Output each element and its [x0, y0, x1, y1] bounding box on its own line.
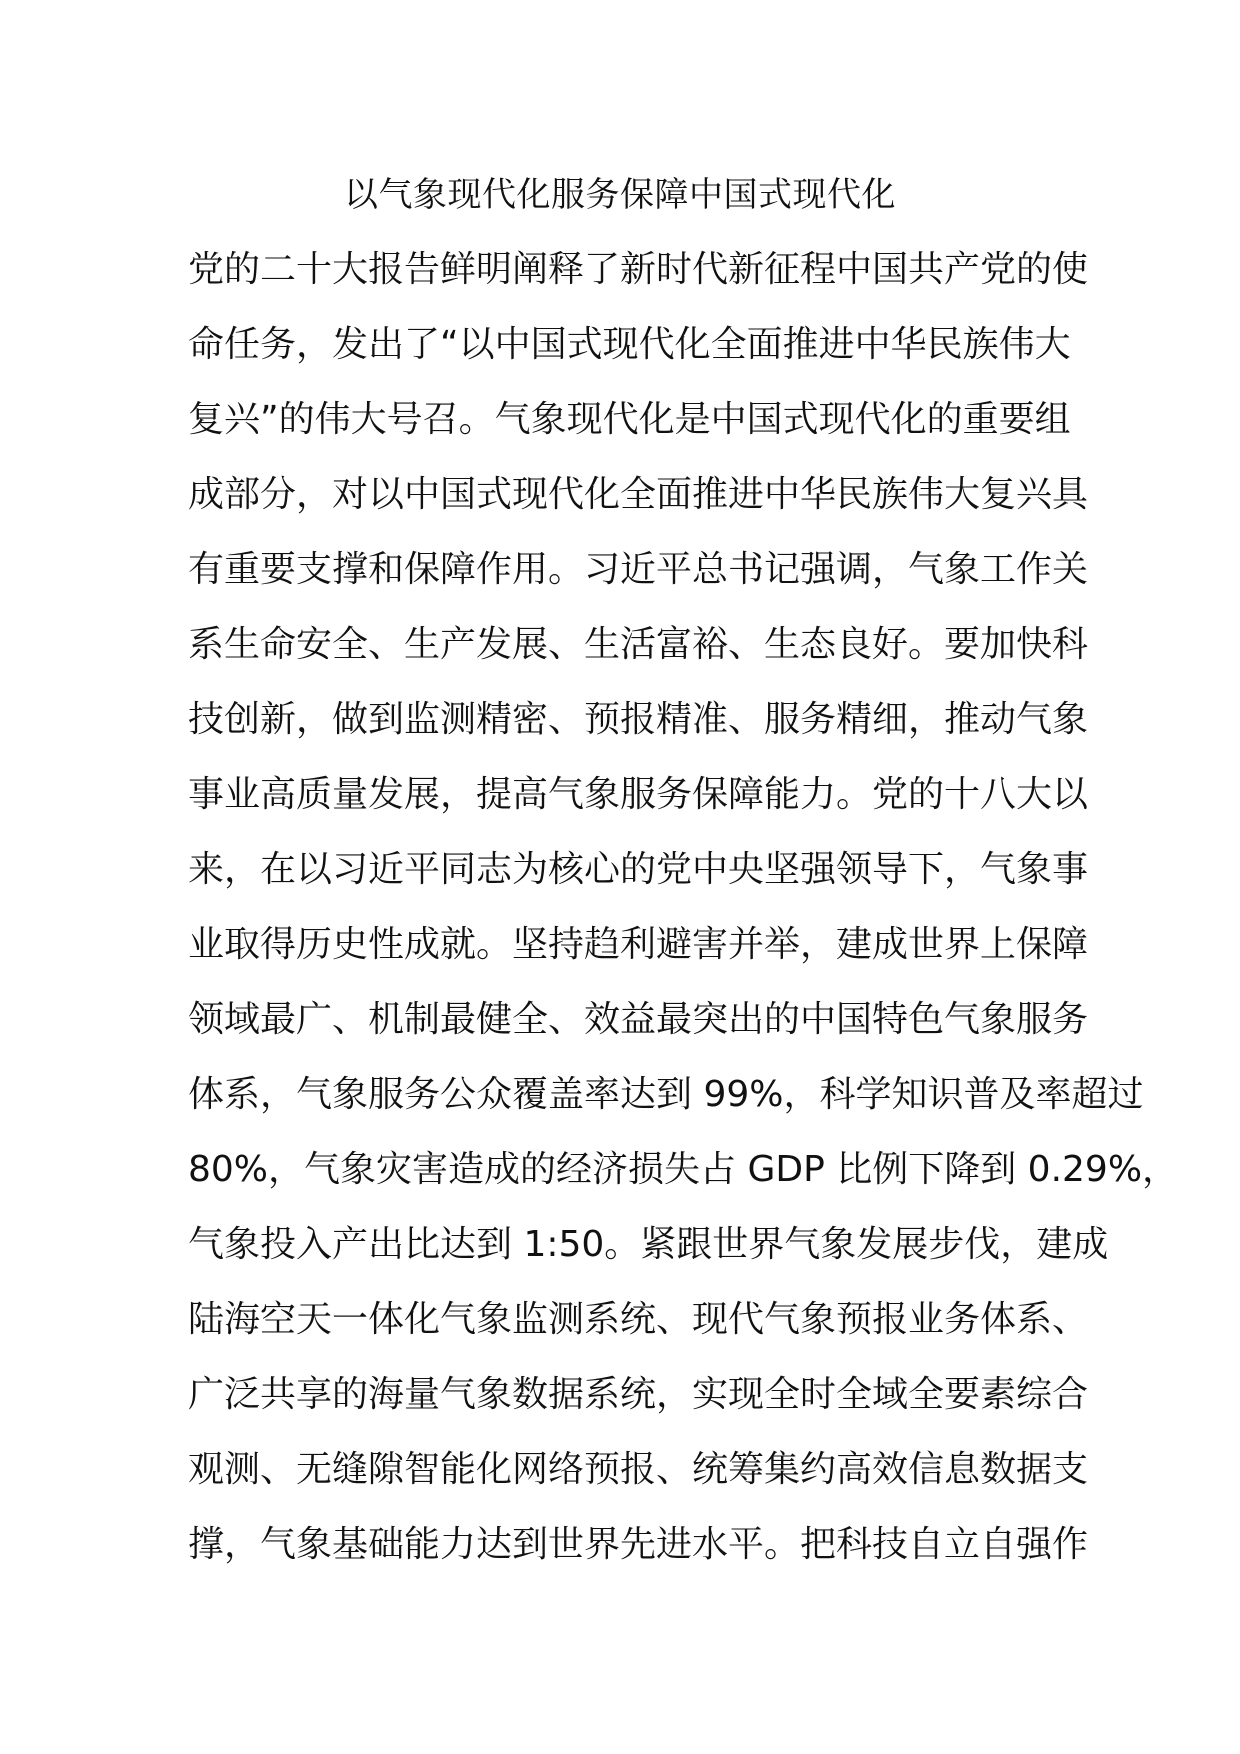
paragraph-line: 事业高质量发展，提高气象服务保障能力。党的十八大以 [188, 774, 1089, 815]
document-title: 以气象现代化服务保障中国式现代化 [344, 175, 896, 215]
paragraph-line: 命任务，发出了“以中国式现代化全面推进中华民族伟大 [188, 324, 1071, 365]
paragraph-line: 业取得历史性成就。坚持趋利避害并举，建成世界上保障 [188, 924, 1089, 965]
paragraph-line: 体系，气象服务公众覆盖率达到 99%，科学知识普及率超过 [188, 1074, 1144, 1115]
paragraph-line: 成部分，对以中国式现代化全面推进中华民族伟大复兴具 [188, 474, 1089, 515]
paragraph-line: 技创新，做到监测精密、预报精准、服务精细，推动气象 [188, 699, 1089, 740]
body-paragraph [188, 232, 1179, 1582]
paragraph-line: 系生命安全、生产发展、生活富裕、生态良好。要加快科 [188, 624, 1089, 665]
paragraph-line: 来，在以习近平同志为核心的党中央坚强领导下，气象事 [188, 849, 1089, 890]
paragraph-line: 观测、无缝隙智能化网络预报、统筹集约高效信息数据支 [188, 1449, 1089, 1490]
paragraph-line: 气象投入产出比达到 1:50。紧跟世界气象发展步伐，建成 [188, 1224, 1109, 1265]
paragraph-line: 撑，气象基础能力达到世界先进水平。把科技自立自强作 [188, 1524, 1089, 1565]
paragraph-line: 有重要支撑和保障作用。习近平总书记强调，气象工作关 [188, 549, 1089, 590]
paragraph-line: 广泛共享的海量气象数据系统，实现全时全域全要素综合 [188, 1374, 1089, 1415]
paragraph-line: 陆海空天一体化气象监测系统、现代气象预报业务体系、 [188, 1299, 1089, 1340]
paragraph-line: 党的二十大报告鲜明阐释了新时代新征程中国共产党的使 [188, 249, 1089, 290]
paragraph-line: 复兴”的伟大号召。气象现代化是中国式现代化的重要组 [188, 399, 1071, 440]
paragraph-line: 80%，气象灾害造成的经济损失占 GDP 比例下降到 0.29%， [188, 1149, 1179, 1190]
paragraph-line: 领域最广、机制最健全、效益最突出的中国特色气象服务 [188, 999, 1089, 1040]
